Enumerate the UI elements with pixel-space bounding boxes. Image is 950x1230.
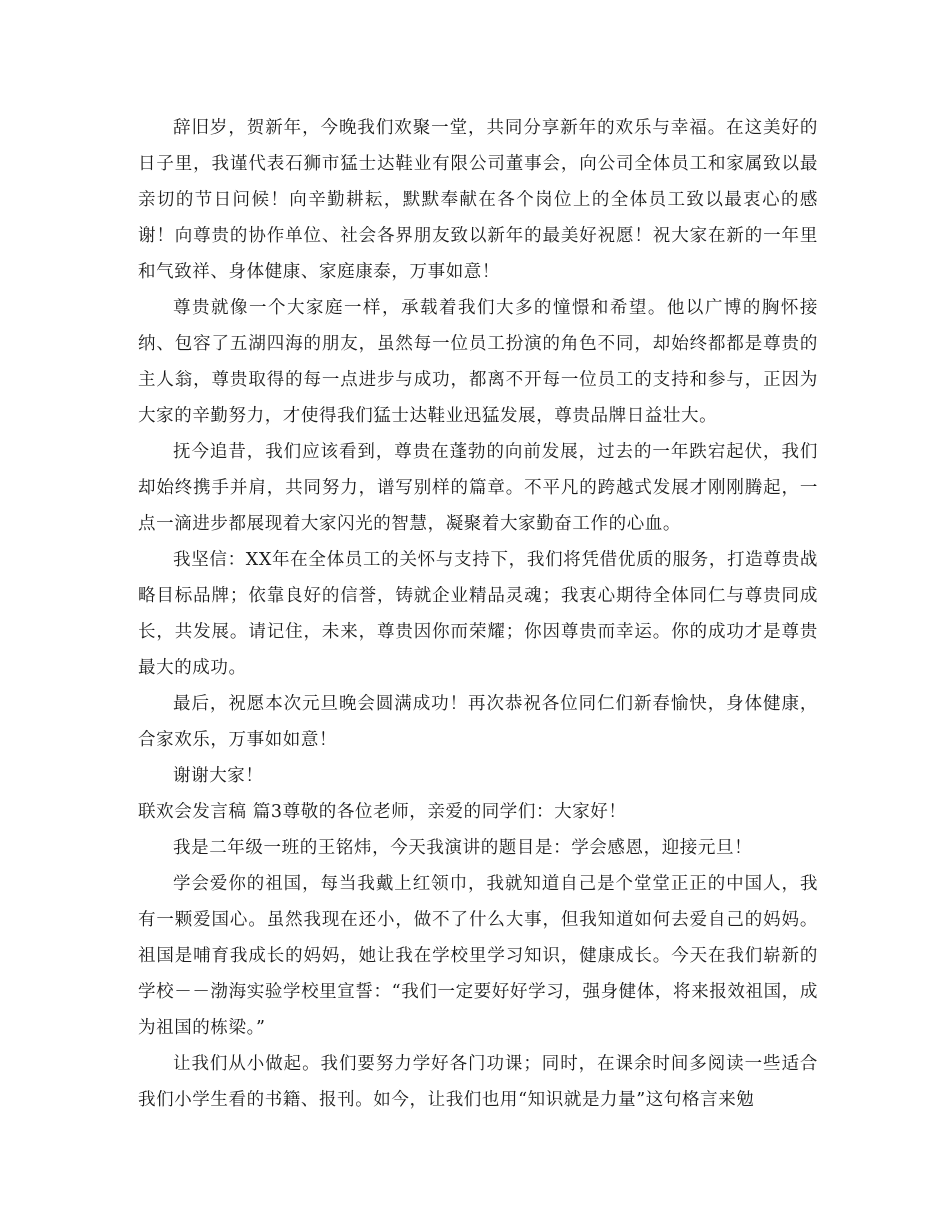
paragraph-belief: 我坚信：XX年在全体员工的关怀与支持下，我们将凭借优质的服务，打造尊贵战略目标品牌；依靠良好的信誉，铸就企业精品灵魂；我衷心期待全体同仁与尊贵同成长，共发展。请记住，未来，尊贵因你而荣耀；你因尊贵而幸运。你的成功才是尊贵最大的成功。 xyxy=(138,550,818,678)
document-body xyxy=(138,110,818,1118)
paragraph-start-small: 让我们从小做起。我们要努力学好各门功课；同时，在课余时间多阅读一些适合我们小学生看的书籍、报刊。如今，让我们也用“知识就是力量”这句格言来勉 xyxy=(138,1054,818,1110)
paragraph-speaker-intro: 我是二年级一班的王铭炜，今天我演讲的题目是：学会感恩，迎接元旦！ xyxy=(173,838,753,858)
paragraph-looking-back: 抚今追昔，我们应该看到，尊贵在蓬勃的向前发展，过去的一年跌宕起伏，我们却始终携手并肩，共同努力，谱写别样的篇章。不平凡的跨越式发展才刚刚腾起，一点一滴进步都展现着大家闪光的智慧，凝聚着大家勤奋工作的心血。 xyxy=(138,442,818,534)
paragraph-thanks: 谢谢大家！ xyxy=(173,766,264,786)
section-heading-speech-3: 联欢会发言稿 篇3尊敬的各位老师，亲爱的同学们：大家好！ xyxy=(138,802,627,822)
paragraph-big-family: 尊贵就像一个大家庭一样，承载着我们大多的憧憬和希望。他以广博的胸怀接纳、包容了五湖四海的朋友，虽然每一位员工扮演的角色不同，却始终都都是尊贵的主人翁，尊贵取得的每一点进步与成功，都离不开每一位员工的支持和参与，正因为大家的辛勤努力，才使得我们猛士达鞋业迅猛发展，尊贵品牌日益壮大。 xyxy=(138,298,818,426)
paragraph-love-country: 学会爱你的祖国，每当我戴上红领巾，我就知道自己是个堂堂正正的中国人，我有一颗爱国心。虽然我现在还小，做不了什么大事，但我知道如何去爱自己的妈妈。祖国是哺育我成长的妈妈，她让我在学校里学习知识，健康成长。今天在我们崭新的学校－－渤海实验学校里宣誓：“我们一定要好好学习，强身健体，将来报效祖国，成为祖国的栋梁。” xyxy=(138,874,818,1038)
paragraph-new-year-greeting: 辞旧岁，贺新年，今晚我们欢聚一堂，共同分享新年的欢乐与幸福。在这美好的日子里，我谨代表石狮市猛士达鞋业有限公司董事会，向公司全体员工和家属致以最亲切的节日问候！向辛勤耕耘，默默奉献在各个岗位上的全体员工致以最衷心的感谢！向尊贵的协作单位、社会各界朋友致以新年的最美好祝愿！祝大家在新的一年里和气致祥、身体健康、家庭康泰，万事如意！ xyxy=(138,118,818,282)
paragraph-closing-wishes: 最后，祝愿本次元旦晚会圆满成功！再次恭祝各位同仁们新春愉快，身体健康，合家欢乐，万事如如意！ xyxy=(138,694,818,750)
